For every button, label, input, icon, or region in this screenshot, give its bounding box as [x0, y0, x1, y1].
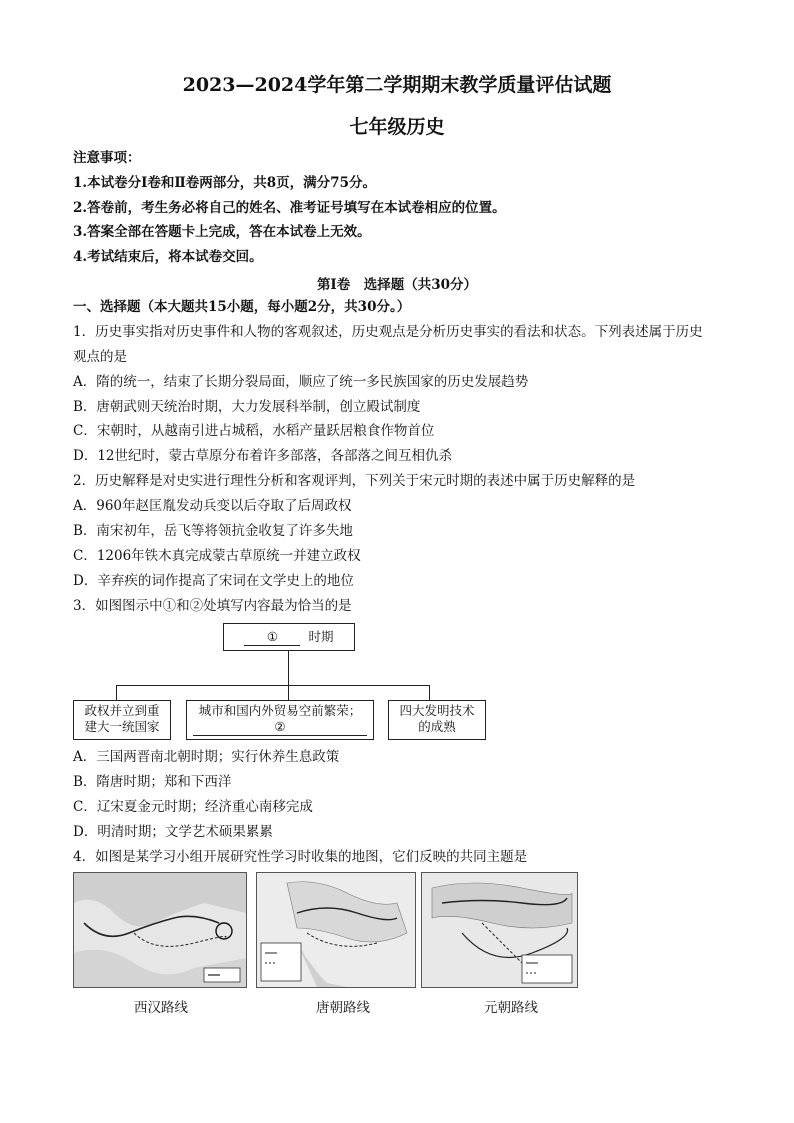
q1-stem-cont: 观点的是 [73, 349, 127, 365]
q2-option-d: D．辛弃疾的词作提高了宋词在文学史上的地位 [73, 573, 354, 589]
diagram-mid-line1: 城市和国内外贸易空前繁荣； [198, 703, 362, 718]
connector [288, 651, 289, 685]
diagram-right-line2: 的成熟 [418, 719, 456, 734]
map-yuan [421, 872, 578, 988]
q1-option-c: C．宋朝时，从越南引进占城稻，水稻产量跃居粮食作物首位 [73, 423, 435, 439]
diagram-left-line2: 建大一统国家 [84, 719, 160, 734]
q2-stem: 2．历史解释是对史实进行理性分析和客观评判，下列关于宋元时期的表述中属于历史解释的是 [73, 473, 636, 489]
map-tang [256, 872, 416, 988]
q1-stem: 1．历史事实指对历史事件和人物的客观叙述，历史观点是分析历史事实的看法和状态。下列表述属于历史 [73, 324, 703, 340]
diagram-top-text: 时期 [308, 629, 334, 644]
q4-stem: 4．如图是某学习小组开展研究性学习时收集的地图，它们反映的共同主题是 [73, 849, 528, 865]
q1-option-a: A．隋的统一，结束了长期分裂局面，顺应了统一多民族国家的历史发展趋势 [73, 374, 529, 390]
q3-option-a: A．三国两晋南北朝时期；实行休养生息政策 [73, 749, 340, 765]
map-tang-graphic [257, 873, 415, 987]
map-yuan-graphic [422, 873, 577, 987]
notes-heading: 注意事项： [73, 150, 141, 166]
part-heading: 一、选择题（本大题共15小题，每小题2分，共30分。） [73, 299, 411, 315]
diagram-mid-box [186, 700, 374, 740]
note-item: 1.本试卷分Ⅰ卷和Ⅱ卷两部分，共8页，满分75分。 [73, 175, 376, 191]
q3-option-d: D．明清时期；文学艺术硕果累累 [73, 824, 273, 840]
section-title: 第Ⅰ卷 选择题（共30分） [316, 277, 478, 293]
map-label-yuan: 元朝路线 [484, 1000, 538, 1016]
diagram-right-box [388, 700, 486, 740]
diagram-top-box [223, 623, 355, 651]
connector [288, 685, 289, 700]
q3-diagram [60, 615, 540, 745]
connector [116, 685, 429, 686]
exam-subtitle: 七年级历史 [349, 116, 445, 138]
q2-option-c: C．1206年铁木真完成蒙古草原统一并建立政权 [73, 548, 361, 564]
q2-option-b: B．南宋初年，岳飞等将领抗金收复了许多失地 [73, 523, 353, 539]
q1-option-b: B．唐朝武则天统治时期，大力发展科举制，创立殿试制度 [73, 399, 421, 415]
diagram-left-box [73, 700, 171, 740]
q3-option-b: B．隋唐时期；郑和下西洋 [73, 774, 232, 790]
diagram-left-line1: 政权并立到重 [84, 703, 160, 718]
note-item: 4.考试结束后，将本试卷交回。 [73, 249, 263, 265]
q4-maps [73, 872, 583, 990]
map-label-tang: 唐朝路线 [316, 1000, 370, 1016]
note-item: 2.答卷前，考生务必将自己的姓名、准考证号填写在本试卷相应的位置。 [73, 200, 506, 216]
diagram-mid-line2: ② [193, 719, 367, 736]
diagram-top-mark: ① [244, 629, 300, 646]
diagram-right-line1: 四大发明技术 [399, 703, 475, 718]
connector [116, 685, 117, 700]
q1-option-d: D．12世纪时，蒙古草原分布着许多部落，各部落之间互相仇杀 [73, 448, 453, 464]
map-western-han [73, 872, 247, 988]
note-item: 3.答案全部在答题卡上完成，答在本试卷上无效。 [73, 224, 371, 240]
map-label-western-han: 西汉路线 [134, 1000, 188, 1016]
connector [429, 685, 430, 700]
q2-option-a: A．960年赵匡胤发动兵变以后夺取了后周政权 [73, 498, 352, 514]
q3-option-c: C．辽宋夏金元时期；经济重心南移完成 [73, 799, 313, 815]
exam-title: 2023—2024学年第二学期期末教学质量评估试题 [182, 74, 612, 96]
q3-stem: 3．如图图示中①和②处填写内容最为恰当的是 [73, 598, 352, 614]
map-western-han-graphic [74, 873, 246, 987]
